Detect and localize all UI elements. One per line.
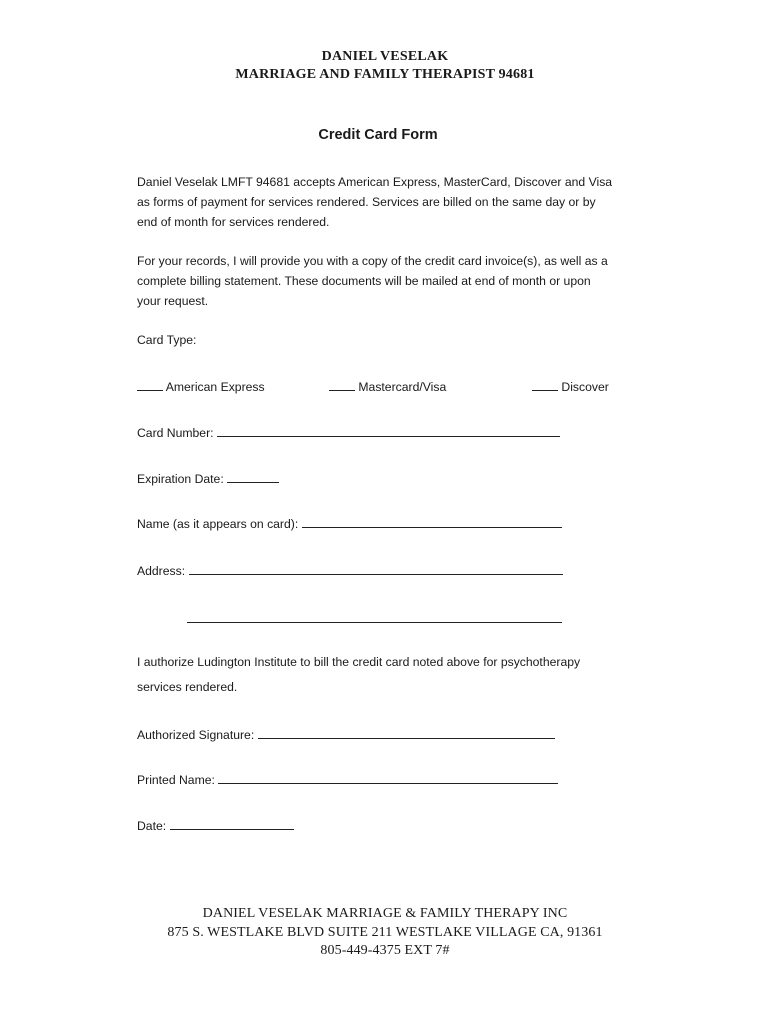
card-option-amex[interactable] xyxy=(137,379,265,394)
form-title: Credit Card Form xyxy=(318,127,438,143)
card-option-discover[interactable] xyxy=(532,379,609,394)
expiration-label: Expiration Date: xyxy=(137,472,224,486)
card-number-label: Card Number: xyxy=(137,426,214,440)
payment-paragraph: Daniel Veselak LMFT 94681 accepts American Express, MasterCard, Discover and Visa as forms of payment for services rendered. Services are billed on the same day or by end of month for services rendered. xyxy=(137,175,613,229)
footer-company: DANIEL VESELAK MARRIAGE & FAMILY THERAPY INC xyxy=(202,906,568,921)
authorization-line1: I authorize Ludington Institute to bill the credit card noted above for psychotherapy xyxy=(137,655,581,669)
footer-phone: 805-449-4375 EXT 7# xyxy=(320,943,450,958)
printed-name-row xyxy=(137,772,558,787)
date-row xyxy=(137,818,294,833)
expiration-row xyxy=(137,471,279,486)
signature-label: Authorized Signature: xyxy=(137,728,255,742)
address-label: Address: xyxy=(137,564,186,578)
card-option-mastercard-visa[interactable] xyxy=(329,379,446,394)
card-number-field[interactable] xyxy=(217,425,560,437)
card-number-row xyxy=(137,425,560,440)
date-field[interactable] xyxy=(170,818,294,830)
name-on-card-row xyxy=(137,516,562,531)
footer-address: 875 S. WESTLAKE BLVD SUITE 211 WESTLAKE VILLAGE CA, 91361 xyxy=(167,925,603,940)
address-field-line2[interactable] xyxy=(187,609,562,623)
card-type-label: Card Type: xyxy=(137,333,197,347)
name-on-card-field[interactable] xyxy=(302,516,562,528)
signature-field[interactable] xyxy=(258,727,555,739)
authorization-line2: services rendered. xyxy=(137,680,238,694)
date-label: Date: xyxy=(137,819,167,833)
discover-check-blank[interactable] xyxy=(532,379,558,391)
records-paragraph: For your records, I will provide you with a copy of the credit card invoice(s), as well as a complete billing statement. These documents will be mailed at end of month or upon your request. xyxy=(137,254,608,308)
amex-label: American Express xyxy=(165,380,265,394)
amex-check-blank[interactable] xyxy=(137,379,163,391)
printed-name-field[interactable] xyxy=(218,772,558,784)
signature-row xyxy=(137,727,555,742)
discover-label: Discover xyxy=(561,380,609,394)
expiration-field[interactable] xyxy=(227,471,279,483)
mastercard-visa-check-blank[interactable] xyxy=(329,379,355,391)
header-title: MARRIAGE AND FAMILY THERAPIST 94681 xyxy=(235,67,535,82)
printed-name-label: Printed Name: xyxy=(137,773,215,787)
address-field-line1[interactable] xyxy=(189,563,563,575)
mastercard-visa-label: Mastercard/Visa xyxy=(358,380,447,394)
name-on-card-label: Name (as it appears on card): xyxy=(137,517,299,531)
address-row xyxy=(137,563,563,578)
header-name: DANIEL VESELAK xyxy=(321,49,449,64)
